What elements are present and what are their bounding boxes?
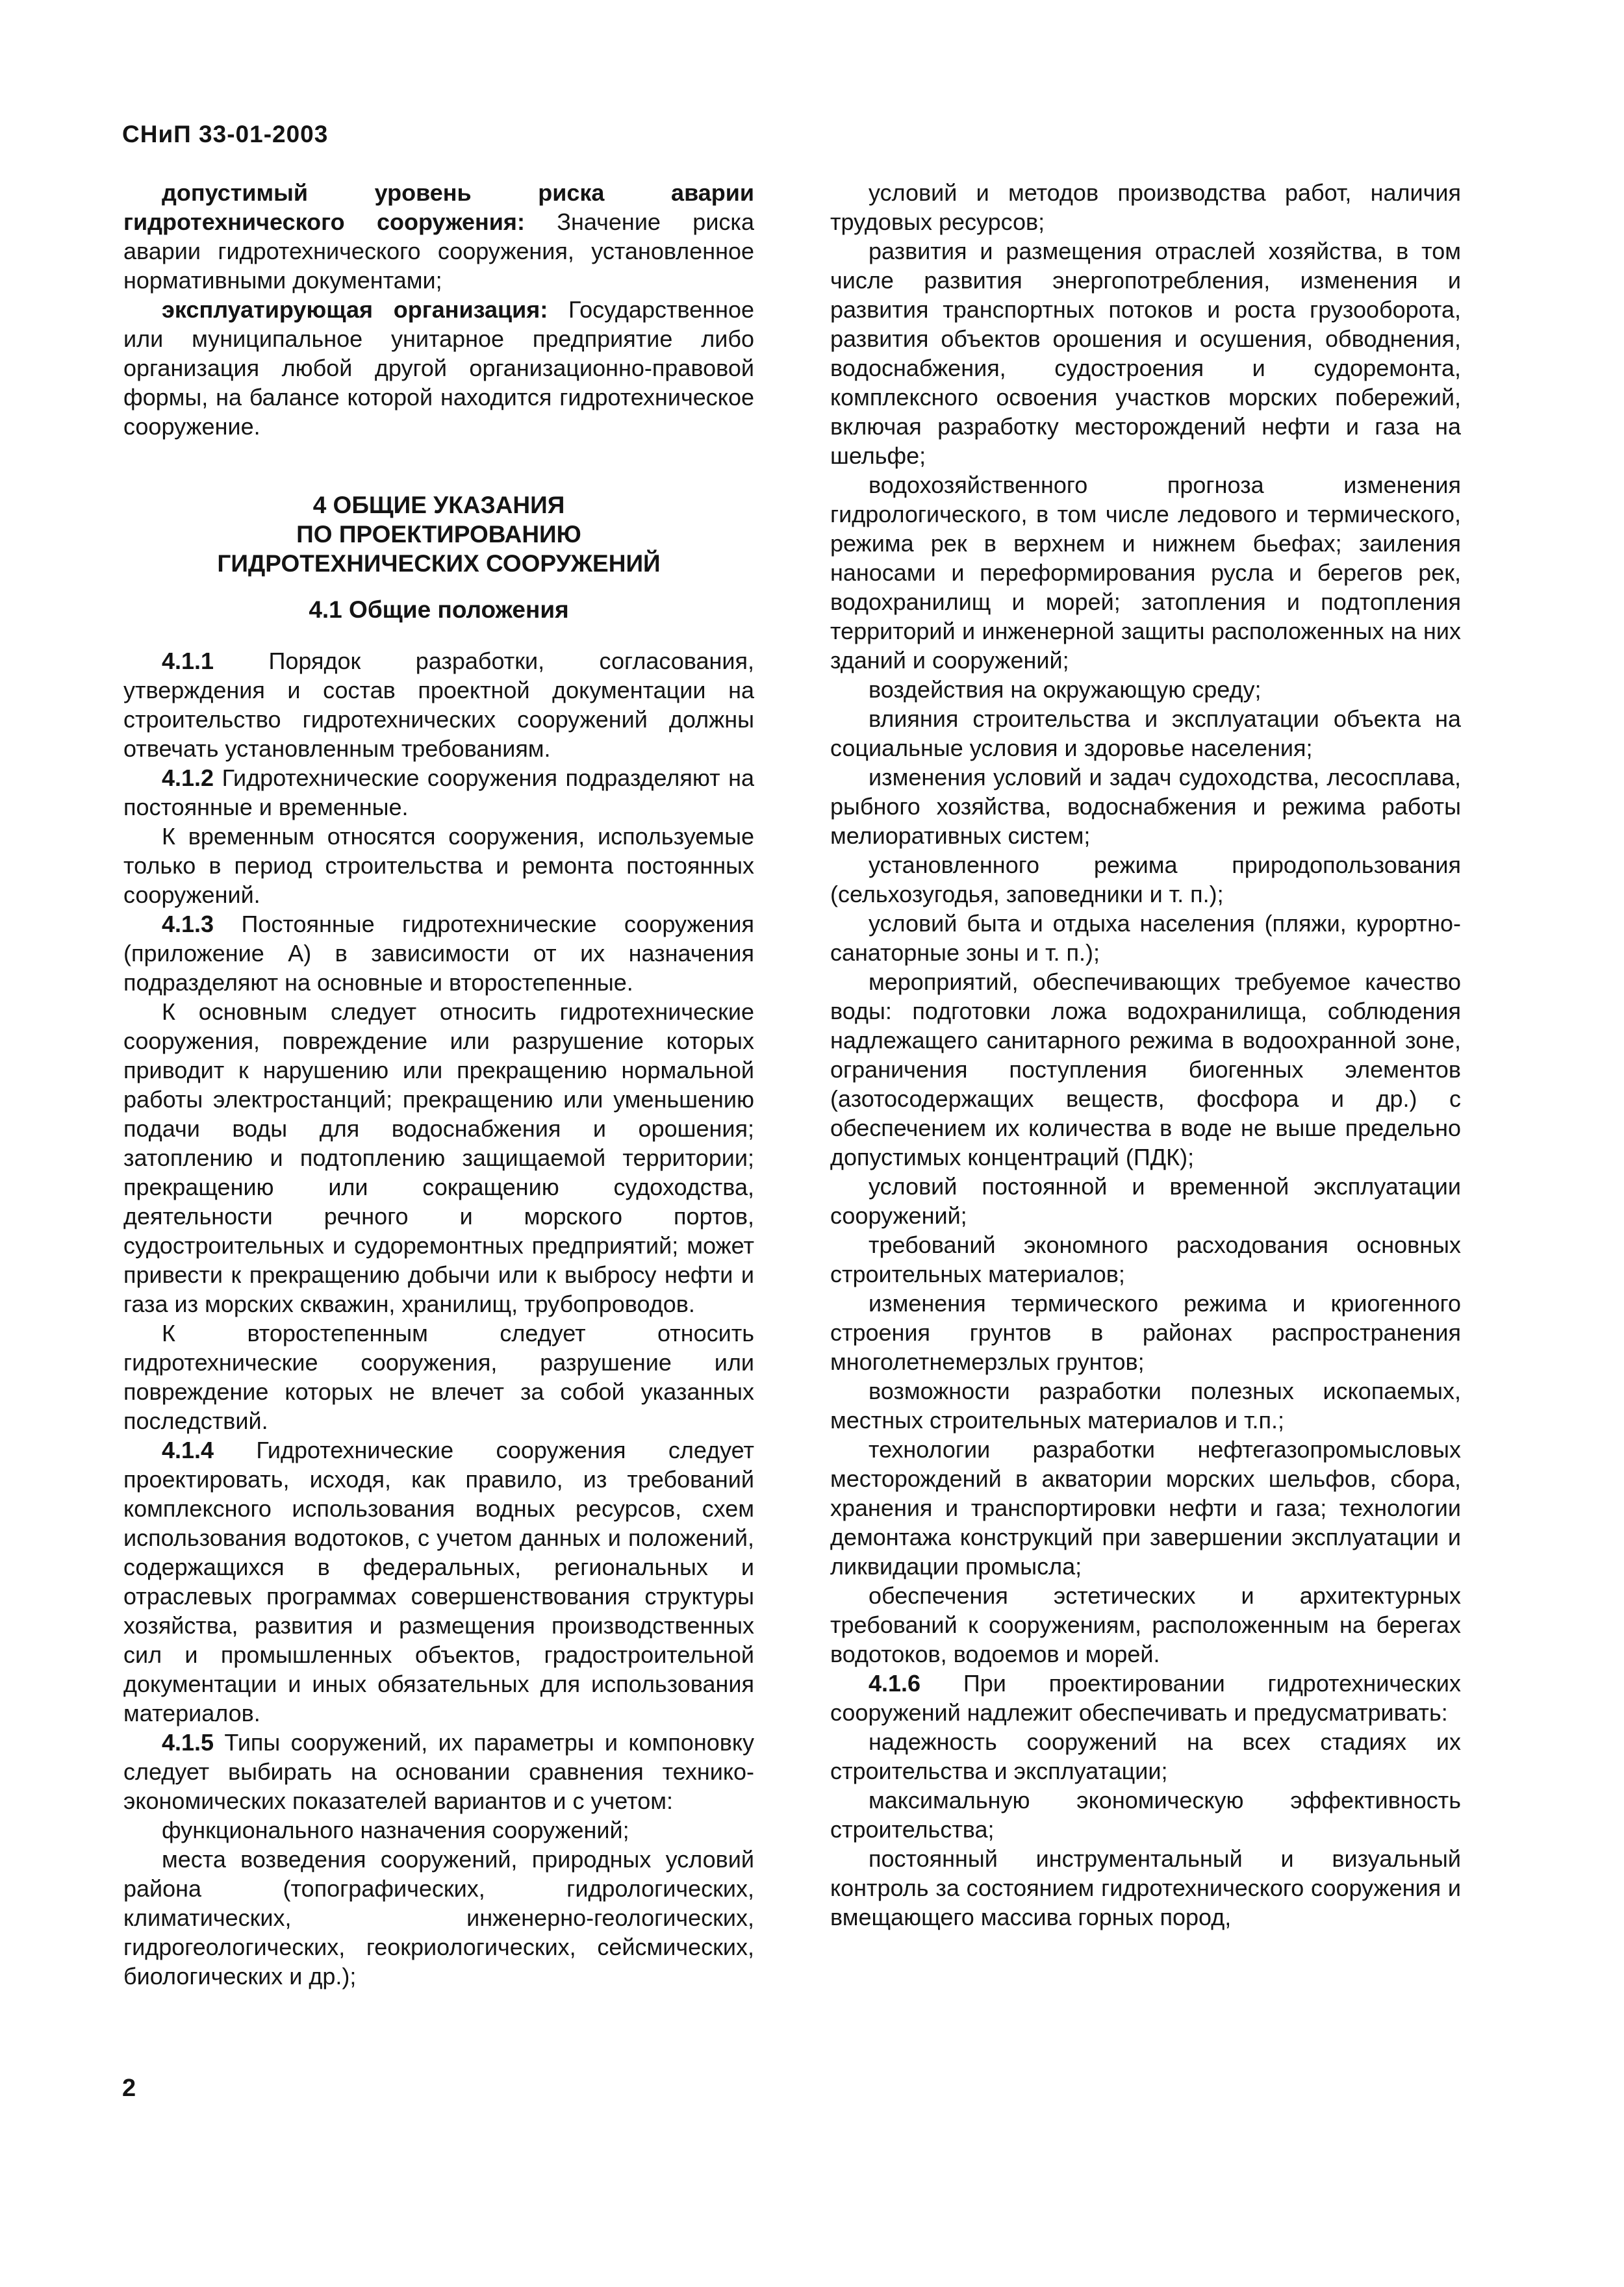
definition-paragraph (123, 178, 754, 295)
clause-4-1-6 (830, 1669, 1461, 1727)
clause-text: Постоянные гидротехнические сооружения (приложение А) в зависимости от их назначения подразделяют на основные и второстепенные. (123, 911, 754, 996)
definition-term: эксплуатирующая организация: (162, 296, 548, 323)
clause-number: 4.1.4 (162, 1437, 214, 1463)
page-number: 2 (122, 2075, 136, 2102)
body-paragraph: К основным следует относить гидротехнические сооружения, повреждение или разрушение которых приводит к нарушению или прекращению нормальной работы электростанций; прекращению или уменьшению подачи воды для водоснабжения и орошения; затоплению и подтоплению защищаемой территории; прекращению или сокращению судоходства, деятельности речного и морского портов, судостроительных и судоремонтных предприятий; может привести к прекращению добычи или к выбросу нефти и газа из морских скважин, хранилищ, трубопроводов. (123, 998, 754, 1317)
clause-4-1-3 (123, 909, 754, 997)
list-item: технологии разработки нефтегазопромысловых месторождений в акватории морских шельфов, сбора, хранения и транспортировки нефти и газа; технологии демонтажа конструкций при завершении эксплуатации и ликвидации промысла; (830, 1436, 1461, 1580)
definition-text: Государственное или муниципальное унитарное предприятие либо организация любой другой организационно-правовой формы, на балансе которой находится гидротехническое сооружение. (123, 296, 755, 440)
left-column (123, 178, 754, 1991)
list-item: установленного режима природопользования (сельхозугодья, заповедники и т. п.); (830, 852, 1461, 907)
list-item: постоянный инструментальный и визуальный контроль за состоянием гидротехнического сооружения и вмещающего массива горных пород, (830, 1845, 1461, 1930)
section-title-line: ПО ПРОЕКТИРОВАНИЮ (296, 521, 581, 548)
subsection-title: 4.1 Общие положения (309, 596, 569, 623)
clause-4-1-5 (123, 1728, 754, 1815)
list-item: обеспечения эстетических и архитектурных требований к сооружениям, расположенным на берегах водотоков, водоемов и морей. (830, 1582, 1461, 1667)
document-header: СНиП 33-01-2003 (122, 121, 329, 147)
clause-number: 4.1.5 (162, 1729, 214, 1756)
section-title-line: ГИДРОТЕХНИЧЕСКИХ СООРУЖЕНИЙ (217, 550, 661, 577)
list-item: функционального назначения сооружений; (162, 1817, 629, 1843)
definition-paragraph (123, 295, 754, 441)
list-item: влияния строительства и эксплуатации объекта на социальные условия и здоровье населения; (830, 705, 1461, 761)
list-item: изменения термического режима и криогенного строения грунтов в районах распространения многолетнемерзлых грунтов; (830, 1290, 1461, 1375)
body-paragraph: К временным относятся сооружения, используемые только в период строительства и ремонта постоянных сооружений. (123, 823, 754, 908)
list-item: развития и размещения отраслей хозяйства, в том числе развития энергопотребления, изменения и развития транспортных потоков и роста грузооборота, развития объектов орошения и осушения, обводнения, водоснабжения, судостроения и судоремонта, комплексного освоения участков морских побережий, включая разработку месторождений нефти и газа на шельфе; (830, 238, 1461, 469)
clause-number: 4.1.3 (162, 911, 214, 937)
list-item: требований экономного расходования основных строительных материалов; (830, 1232, 1461, 1287)
clause-text: Гидротехнические сооружения подразделяют на постоянные и временные. (123, 764, 754, 820)
clause-text: При проектировании гидротехнических сооружений надлежит обеспечивать и предусматривать: (830, 1670, 1461, 1726)
clause-number: 4.1.2 (162, 764, 214, 791)
body-paragraph: К второстепенным следует относить гидротехнические сооружения, разрушение или повреждение которых не влечет за собой указанных последствий. (123, 1320, 754, 1434)
definition-term: допустимый уровень риска аварии гидротехнического сооружения: (123, 179, 754, 235)
section-title-line: 4 ОБЩИЕ УКАЗАНИЯ (312, 492, 565, 518)
definition-text: Значение риска аварии гидротехнического сооружения, установленное нормативными документами; (123, 208, 754, 294)
list-item: изменения условий и задач судоходства, лесосплава, рыбного хозяйства, водоснабжения и режима работы мелиоративных систем; (830, 764, 1461, 849)
clause-number: 4.1.6 (869, 1670, 921, 1697)
list-item: максимальную экономическую эффективность строительства; (830, 1787, 1461, 1843)
clause-text: Типы сооружений, их параметры и компоновку следует выбирать на основании сравнения технико-экономических показателей вариантов и с учетом: (123, 1729, 754, 1814)
list-item: возможности разработки полезных ископаемых, местных строительных материалов и т.п.; (830, 1378, 1461, 1434)
section-title (123, 490, 754, 578)
clause-4-1-2 (123, 763, 754, 822)
right-column (830, 178, 1461, 1932)
list-item: места возведения сооружений, природных условий района (топографических, гидрологических, климатических, инженерно-геологических, гидрогеологических, геокриологических, сейсмических, биологических и др.); (123, 1846, 754, 1990)
clause-number: 4.1.1 (162, 648, 214, 674)
list-item: условий быта и отдыха населения (пляжи, курортно-санаторные зоны и т. п.); (830, 910, 1461, 966)
list-item: воздействия на окружающую среду; (869, 676, 1262, 703)
list-item: мероприятий, обеспечивающих требуемое качество воды: подготовки ложа водохранилища, соблюдения надлежащего санитарного режима в водоохранной зоне, ограничения поступления биогенных элементов (азотосодержащих веществ, фосфора и др.) с обеспечением их количества в воде не выше предельно допустимых концентраций (ПДК); (830, 968, 1461, 1170)
list-item: надежность сооружений на всех стадиях их строительства и эксплуатации; (830, 1728, 1461, 1784)
clause-4-1-4 (123, 1435, 754, 1728)
clause-text: Порядок разработки, согласования, утверждения и состав проектной документации на строительство гидротехнических сооружений должны отвечать установленным требованиям. (123, 648, 754, 762)
list-item: условий постоянной и временной эксплуатации сооружений; (830, 1173, 1461, 1229)
list-item: водохозяйственного прогноза изменения гидрологического, в том числе ледового и термического, режима рек в верхнем и нижнем бьефах; заиления наносами и переформирования русла и берегов рек, водохранилищ и морей; затопления и подтопления территорий и инженерной защиты расположенных на них зданий и сооружений; (830, 472, 1461, 674)
clause-4-1-1 (123, 646, 754, 763)
list-item: условий и методов производства работ, наличия трудовых ресурсов; (830, 179, 1461, 235)
clause-text: Гидротехнические сооружения следует проектировать, исходя, как правило, из требований комплексного использования водных ресурсов, схем использования водотоков, с учетом данных и положений, содержащихся в федеральных, региональных и отраслевых программах совершенствования структуры хозяйства, развития и размещения производственных сил и промышленных объектов, градостроительной документации и иных обязательных для использования материалов. (123, 1437, 754, 1726)
